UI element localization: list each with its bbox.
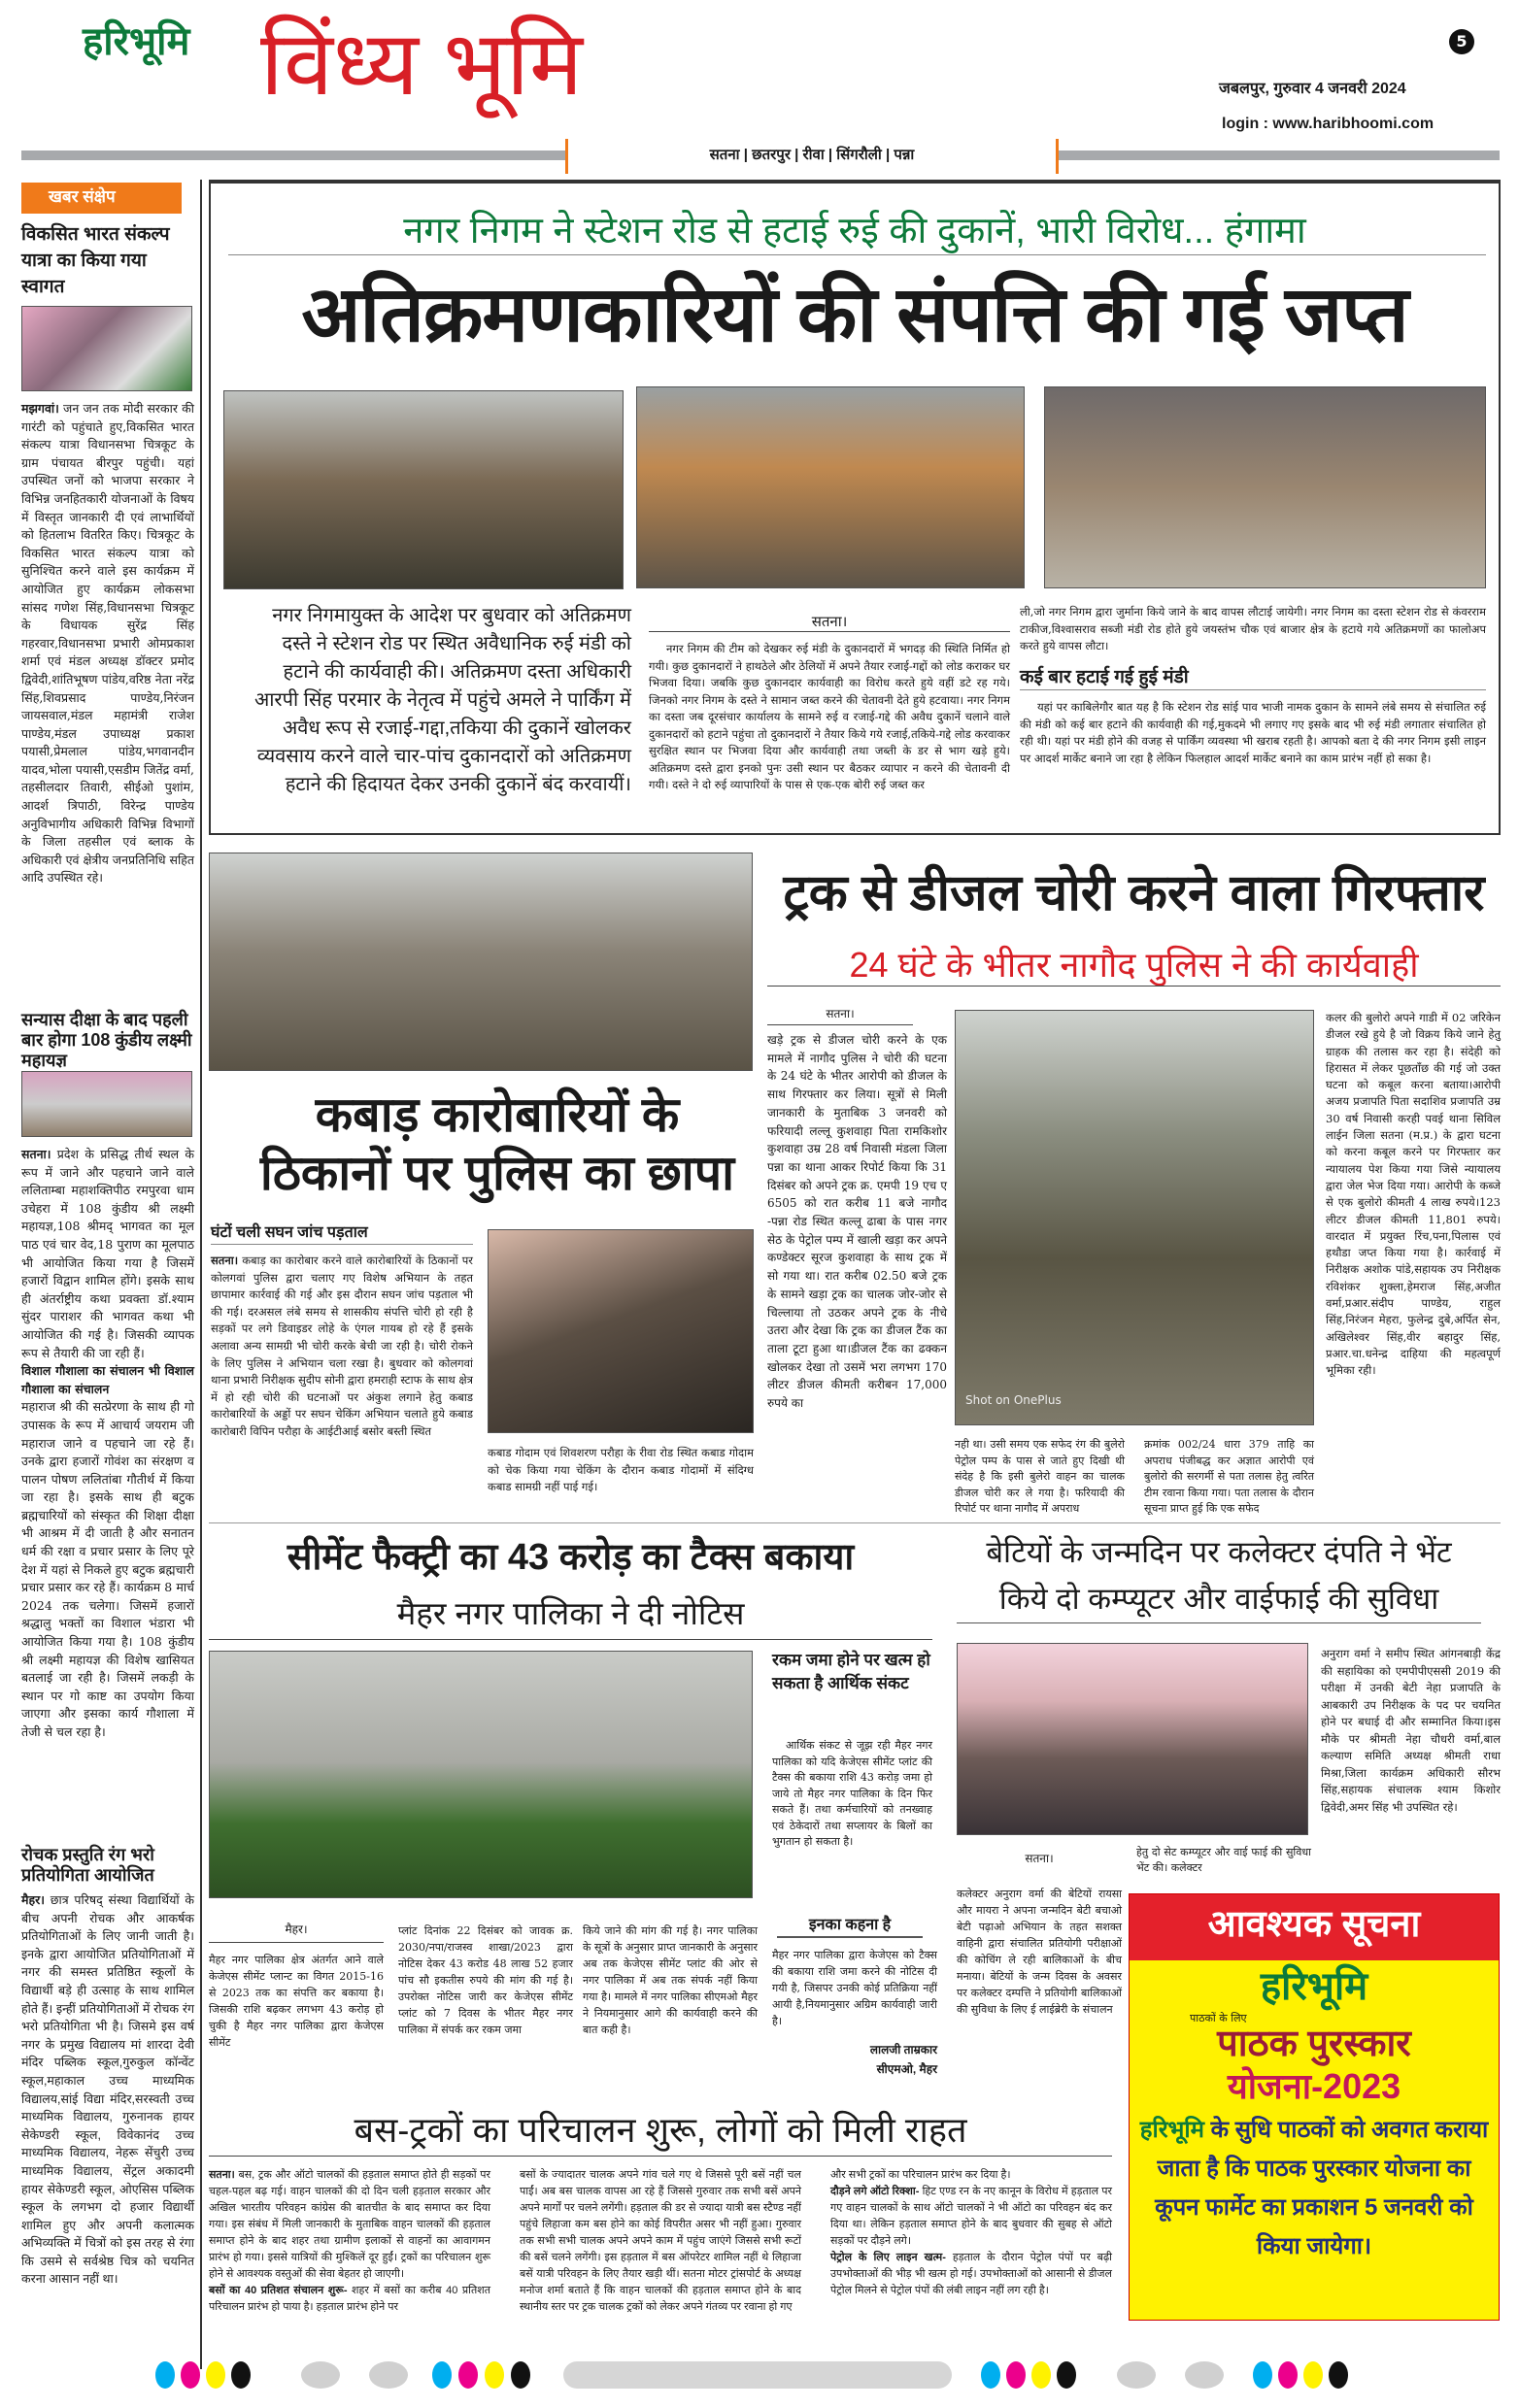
sidebar-story-body	[21, 400, 194, 887]
divider	[209, 1942, 384, 1943]
reg-dot	[1031, 2361, 1051, 2389]
dateline: सतना।	[1025, 1852, 1054, 1865]
subheading: पेट्रोल के लिए लाइन खत्म-	[830, 2252, 946, 2263]
sidebar-story-body	[21, 1146, 194, 1742]
story-text: शहर में बसों का करीब 40 प्रतिशत परिचालन प्रारंभ हो पाया है। हड़ताल प्रारंभ होने पर	[209, 2285, 491, 2313]
divider	[228, 254, 1486, 255]
kabad-subheading: घंटों चली सघन जांच पड़ताल	[211, 1225, 473, 1245]
cement-headline: सीमेंट फैक्ट्री का 43 करोड़ का टैक्स बकाया	[287, 1537, 855, 1578]
reg-dot	[1185, 2361, 1224, 2389]
sidebar-headline: सन्यास दीक्षा के बाद पहली बार होगा 108 कुंडीय लक्ष्मी महायज्ञ	[21, 1010, 192, 1070]
headline-line: बेटियों के जन्मदिन पर कलेक्टर दंपति ने भेंट	[986, 1535, 1452, 1569]
reg-dot	[301, 2361, 340, 2389]
cement-side-heading: रकम जमा होने पर खत्म हो सकता है आर्थिक संकट	[772, 1651, 930, 1692]
story-text: हड़ताल के दौरान पेट्रोल पंपों पर बढ़ी उपभोक्ताओं की भीड़ भी खत्म हो गई। उपभोक्ताओं को आसानी से डीजल पेट्रोल मिलने से पेट्रोल पंपों की लंबी लाइन नहीं लग रही है।	[830, 2252, 1112, 2296]
ad-haribhoomi-logo: हरिभूमि	[1260, 1965, 1368, 2008]
story-text: महाराज श्री की सत्प्रेरणा के साथ ही गो उपासक के रूप में आचार्य जयराम जी महाराज जाने व पहचाने जा रहे हैं। उनके द्वारा हजारों गोवंश का संरक्षण व पालन पोषण ललितांबा गौतीर्थ में किया जा रहा है। इसके साथ ही बटुक ब्रह्मचारियों को संस्कृत की शिक्षा दीक्षा भी आश्रम में दी जाती है और सनातन धर्म की रक्षा व प्रचार प्रसार के लिए पूरे देश में यहां से निकले हुए बटुक ब्रह्मचारी प्रचार प्रसार कर रहे हैं। कार्यक्रम 8 मार्च 2024 तक चलेगा। जिसमें हजारों श्रद्धालु भक्तों का विशाल भंडारा भी आयोजित किया गया है। 108 कुंडीय श्री लक्ष्मी महायज्ञ की विशेष खासियत बतलाई जा रही है। जिसमें लकड़ी के स्थान पर गो काष्ट का उपयोग किया जाएगा और इसका कार्य गौशाला में तेजी से चल रहा है।	[21, 1399, 194, 1739]
kabad-body	[211, 1253, 473, 1441]
ad-scheme-name: पाठक पुरस्कार	[1217, 2023, 1411, 2064]
dateline: मैहर।	[21, 1893, 45, 1907]
bus-body	[830, 2167, 1112, 2299]
reg-dot	[485, 2361, 504, 2389]
kabad-photo-scrapyard	[209, 853, 753, 1071]
diesel-photo-arrest	[955, 1010, 1314, 1425]
reg-bar	[563, 2361, 952, 2389]
dateline: सतना।	[811, 614, 848, 630]
cement-photo-factory	[209, 1651, 753, 1898]
cement-body: किये जाने की मांग की गई है। नगर पालिका के सूत्रों के अनुसार प्राप्त जानकारी के अनुसार अब तक केजेएस सीमेंट प्लांट की ओर से नगर पालिका में अब तक संपर्क नहीं किया गया है। मामले में नगर पालिका सीएमओ मैहर ने नियमानुसार आगे की कार्यवाही करने की बात कही है।	[583, 1924, 758, 2036]
reg-dot	[1253, 2361, 1272, 2389]
story-text: छात्र परिषद् संस्था विद्यार्थियों के बीच अपनी रोचक और आकर्षक प्रतियोगिताओं के लिए जानी जाती है। इनके द्वारा आयोजित प्रतियोगिताओं में नगर की समस्त प्रतिष्ठित स्कूलों के विद्यार्थी बड़े ही उत्साह के साथ शामिल होते हैं। इन्हीं प्रतियोगिताओं में रोचक रंग भरो प्रतियोगिता भी है। जिसमे इस वर्ष नगर के प्रमुख विद्यालय मां शारदा देवी मंदिर पब्लिक स्कूल,गुरुकुल कॉन्वेंट स्कूल,महाकाल उच्च माध्यमिक विद्यालय,सांई विद्या मंदिर,सरस्वती उच्च माध्यमिक विद्यालय, गुरुनानक हायर सेकेण्डरी स्कूल, विवेकानंद उच्च माध्यमिक विद्यालय, नेहरू सेंचुरी उच्च माध्यमिक विद्यालय, सेंट्रल अकादमी हायर सेकेण्डरी स्कूल, ओएसिस पब्लिक स्कूल के लगभग दो हजार विद्यार्थी शामिल हुए और अपनी कलात्मक अभिव्यक्ति में चित्रों को इस तरह से रंगा कि उसमे से सर्वश्रेष्ठ चित्र को चयनित करना आसान नहीं था।	[21, 1893, 194, 2287]
diesel-subheading: 24 घंटे के भीतर नागौद पुलिस ने की कार्यवाही	[849, 945, 1419, 985]
lead-photo-removal	[1044, 386, 1486, 588]
subheading: दौड़ने लगे ऑटो रिक्शा-	[830, 2186, 920, 2197]
login-url[interactable]: login : www.haribhoomi.com	[1222, 116, 1435, 132]
lead-body: नगर निगम की टीम को देखकर रुई मंडी के दुकानदारों में भगदड़ की स्थिति निर्मित हो गयी। कुछ दुकानदारों ने हाथठेले और ठेलियों में अपने तैयार रजाई-गद्दों को लोड कराकर घर भिजवा दिया। जबकि कुछ दुकानदार कार्यवाही का विरोध करते हुये वहीं डटे रह गये। जिनको नगर निगम के दस्ते ने सामान जब्त करने की चेतावनी देते हुये हटवाया। नगर निगम का दस्ता जब दूरसंचार कार्यालय के सामने रुई व रजाई-गद्दे की अवैध दुकानें चलाने वाले दुकानदारों को हटाने पहुंचा तो दुकानदारों ने तैयार किये गये रजाई,तकिये-गद्दे लोड करवाकर सुरक्षित स्थान पर भिजवा दिया और कार्यवाही तथा जब्ती के डर से भाग खड़े हुये। अतिक्रमण दस्ते द्वारा इनको पुनः उसी स्थान पर बैठकर व्यापार न करने की चेतावनी दी गयी। दस्ते ने दो रुई व्यापारियों के पास से एक-एक बोरी रुई जब्त कर	[649, 642, 1010, 791]
dateline: मैहर।	[285, 1923, 308, 1936]
sidebar-photo-event	[21, 306, 192, 391]
reg-dot	[1278, 2361, 1298, 2389]
reg-dot	[1057, 2361, 1076, 2389]
reg-dot	[432, 2361, 452, 2389]
collector-caption: हेतु दो सेट कम्प्यूटर और वाई फाई की सुविधा भेंट की। कलेक्टर	[1136, 1846, 1311, 1874]
subheading: बसों का 40 प्रतिशत संचालन शुरू-	[209, 2285, 348, 2296]
sidebar-divider	[200, 180, 202, 2369]
divider	[209, 2156, 1112, 2157]
ad-notice-text	[1130, 2105, 1499, 2266]
sidebar-photo-cows	[21, 1071, 192, 1137]
reg-dot	[369, 2361, 408, 2389]
issue-date: जबलपुर, गुरुवार 4 जनवरी 2024	[1219, 81, 1406, 97]
reg-dot	[155, 2361, 175, 2389]
bus-body	[209, 2167, 490, 2316]
collector-headline	[937, 1529, 1501, 1623]
reg-dot	[206, 2361, 225, 2389]
dateline: सतना।	[209, 2169, 235, 2181]
sidebar-headline: रोचक प्रस्तुति रंग भरो प्रतियोगिता आयोजित	[21, 1845, 154, 1885]
diesel-body: क्रमांक 002/24 धारा 379 ताहि का अपराध पंजीबद्ध कर अज्ञात आरोपी एवं बुलोरो की सरगर्मी से पता तलास हेतु त्वरित टीम रवाना किया गया। पता तलास के दौरान सूचना प्राप्त हुई कि एक सफेद	[1144, 1438, 1314, 1515]
dateline: सतना।	[211, 1254, 239, 1267]
kabad-photo-caption: कबाड गोदाम एवं शिवशरण परौहा के रीवा रोड स्थित कबाड गोदाम को चेक किया गया चेकिंग के दौरान कबाड गोदामों में संदिग्ध कबाड सामग्री नहीं पाई गई।	[488, 1446, 754, 1494]
lead-photo-officials	[223, 390, 624, 589]
ad-title: आवश्यक सूचना	[1130, 1894, 1499, 1960]
kabad-photo-police	[488, 1229, 754, 1433]
lead-photo-market	[636, 386, 1025, 588]
haribhoomi-logo: हरिभूमि	[83, 20, 190, 63]
reg-dot	[458, 2361, 478, 2389]
collector-body: अनुराग वर्मा ने समीप स्थित आंगनबाड़ी केंद्र की सहायिका को एमपीपीएससी 2019 की परीक्षा में उनकी बेटी नेहा प्रजापति के आबकारी उप निरीक्षक के पद पर चयनित होने पर बधाई दी और सम्मानित किया।इस मौके पर श्रीमती नेहा चौधरी वर्मा,बाल कल्याण समिति अध्यक्ष श्रीमती राधा मिश्रा,जिला कार्यक्रम अधिकारी सौरभ सिंह,सहायक संचालक श्याम किशोर द्विवेदी,अमर सिंह भी उपस्थित रहे।	[1321, 1647, 1501, 1814]
dateline: सतना।	[826, 1007, 855, 1020]
story-text: कबाड़ का कारोबार करने वाले कारोबारियों के ठिकानों पर कोलगवां पुलिस द्वारा चलाए गए विशेष अभियान के तहत छापामार कार्रवाई की गई और इस दौरान सघन जांच पड़ताल भी की गई। दरअसल लंबे समय से शासकीय संपत्ति चोरी हो रही है सड़कों पर लगे डिवाइडर लोहे के एंगल गायब हो रहे हैं इसके अलावा अन्य सामग्री भी चोरी करके बेची जा रही है। चोरी रोकने के लिए पुलिस ने अभियान चला रखा है। बुधवार को कोलगवां थाना प्रभारी निरीक्षक सुदीप सोनी द्वारा हमराही स्टाफ के साथ क्षेत्र में हो रही चोरी की घटनाओं पर अंकुश लगाने हेतु कबाड कारोबारियों के अड्डों पर सघन चेकिंग अभियान चलाते हुये कबाड कारोबारी विपिन परौहा के आईटीआई बसोर बस्ती स्थित	[211, 1254, 473, 1438]
reg-dot	[1006, 2361, 1026, 2389]
kabad-headline: कबाड़ कारोबारियों के ठिकानों पर पुलिस का छापा	[259, 1087, 735, 1200]
lead-subheading: कई बार हटाई गई हुई मंडी	[1020, 668, 1486, 690]
bus-body: बसों के ज्यादातर चालक अपने गांव चले गए थे जिससे पूरी बसें नहीं चल पाईं। अब बस चालक वापस आ रहे हैं जिससे गुरुवार तक सभी बसें अपने अपने मार्गों पर चलने लगेंगी। हड़ताल की डर से ज्यादा यात्री बस स्टैण्ड नहीं पहुंचे लिहाजा कम बस होने का कोई विपरीत असर भी नहीं हुआ। गुरुवार तक सभी सभी चालक अपने अपने काम में पहुंच जाएंगे जिससे सभी रूटों की बसें चलने लगेंगी। इस हड़ताल में बस ऑपरेटर शामिल नहीं थे लिहाजा बसें यात्री परिवहन के लिए तैयार खड़ी थीं। सतना मोटर ट्रांसपोर्ट के अध्यक्ष मनोज शर्मा बताते हैं कि वाहन चालकों की हड़ताल समाप्त होने के बाद स्थानीय स्तर पर ट्रक चालक ट्रकों को लेकर अपने गंतव्य पर रवाना हो गए	[520, 2169, 801, 2313]
subheading: विशाल गौशाला का संचालन भी विशाल गौशाला का संचालन	[21, 1363, 194, 1396]
story-text: और सभी ट्रकों का परिचालन प्रारंभ कर दिया है।	[830, 2169, 1011, 2181]
collector-body: कलेक्टर अनुराग वर्मा की बेटियों रायसा और मायरा ने अपना जन्मदिन बेटी बचाओ बेटी पढ़ाओ अभियान के तहत सशक्त वाहिनी द्वारा संचालित प्रतियोगी परीक्षाओं की कोचिंग ले रही बालिकाओं के बीच मनाया। बेटियों के जन्म दिवस के अवसर पर कलेक्टर दम्पत्ति ने प्रतियोगी बालिकाओं की सुविधा के लिए ई लाईब्रेरी के संचालन	[957, 1888, 1122, 2016]
reg-dot	[1329, 2361, 1348, 2389]
diesel-headline: ट्रक से डीजल चोरी करने वाला गिरफ्तार	[783, 865, 1485, 921]
story-text: जन जन तक मोदी सरकार की गारंटी को पहुंचाते हुए,विकसित भारत संकल्प यात्रा विधानसभा चित्रकूट के ग्राम पंचायत बीरपुर पहुंची। यहां उपस्थित जनों को भाजपा सरकार ने विभिन्न जनहितकारी योजनाओं के विषय में विस्तृत जानकारी दी एवं लाभार्थियों को हितलाभ वितरित किए। चित्रकूट के विकसित भारत संकल्प यात्रा को सुनिश्चित करने वाले इस कार्यक्रम में आयोजित हुए कार्यक्रम लोकसभा सांसद गणेश सिंह,विधानसभा चित्रकूट के विधायक सुरेंद्र सिंह गहरवार,विधानसभा प्रभारी ओमप्रकाश शर्मा एवं मंडल अध्यक्ष डॉक्टर प्रमोद द्विवेदी,शांतिभूषण पांडेय,वरिष्ठ नेता नरेंद्र सिंह,शिवप्रसाद पाण्डेय,निरंजन जायसवाल,मंडल महामंत्री राजेश पाण्डेय,मंडल उपाध्यक्ष प्रकाश पयासी,प्रेमलाल पांडेय,भगवानदीन यादव,भोला पयासी,एसडीम जितेंद्र वर्मा, तहसीलदार तिवारी, सीईओ पुशांम, आदर्श त्रिपाठी, विरेन्द्र पाण्डेय अनुविभागीय अधिकारी विभिन्न विभागों के जिला तहसील एवं ब्लाक के अधिकारी एवं क्षेत्रीय जनप्रतिनिधि सहित आदि उपस्थित रहे।	[21, 401, 195, 886]
reg-dot	[181, 2361, 200, 2389]
district-list: सतना | छतरपुर | रीवा | सिंगरौली | पन्ना	[709, 147, 915, 163]
ad-brand: हरिभूमि	[1139, 2116, 1204, 2143]
page-number-badge: 5	[1449, 29, 1474, 54]
ad-for-readers: पाठकों के लिए	[1190, 2012, 1247, 2024]
collector-photo-group	[957, 1643, 1308, 1835]
cement-subheading: मैहर नगर पालिका ने दी नोटिस	[396, 1595, 745, 1631]
dateline: मझगवां।	[21, 401, 59, 416]
story-text: हिट एण्ड रन के नए कानून के विरोध में हड़ताल पर गए वाहन चालकों के साथ ऑटो चालकों ने भी ऑटो का परिवहन बंद कर दिया था। लेकिन हड़ताल समाप्त होने के बाद बुधवार की सुबह से ऑटो सड़कों पर दौड़ने लगे।	[830, 2186, 1112, 2247]
headline-line: किये दो कम्प्यूटर और वाईफाई की सुविधा	[957, 1576, 1481, 1623]
divider	[767, 986, 1501, 987]
quote-author: लालजी ताम्रकार	[869, 2043, 937, 2057]
quote-text: मैहर नगर पालिका द्वारा केजेएस को टैक्स की बकाया राशि जमा करने की नोटिस दी गयी है, जिसपर उनकी कोई प्रतिक्रिया नहीं आयी है,नियमानुसार अग्रिम कार्यवाही जारी है।	[772, 1949, 937, 2027]
reg-dot	[1303, 2361, 1323, 2389]
section-label: खबर संक्षेप	[21, 183, 182, 214]
reg-dot	[981, 2361, 1000, 2389]
lead-headline: अतिक्रमणकारियों की संपत्ति की गई जप्त	[301, 271, 1408, 357]
photo-watermark: Shot on OnePlus	[965, 1393, 1062, 1407]
diesel-body: नही था। उसी समय एक सफेद रंग की बुलेरो पेट्रोल पम्प के पास से जाते हुए दिखी थी संदेह है कि इसी बुलेरो वाहन का चालक डीजल चोरी कर ले गया है। फरियादी की रिपोर्ट पर थाना नागौद में अपराध	[955, 1438, 1125, 1515]
story-text: प्रदेश के प्रसिद्ध तीर्थ स्थल के रूप में जाने और पहचाने जाने वाले ललिताम्बा महाशक्तिपीठ रमपुरवा धाम उचेहरा में 108 कुंडीय श्री लक्ष्मी महायज्ञ,108 श्रीमद् भागवत का मूल पाठ एवं चार वेद,18 पुराण का मूलपाठ भी आयोजित किया गया है जिसमें हजारों विद्वान शामिल होंगे। इसके साथ ही अंतर्राष्ट्रीय कथा प्रवक्ता डॉ.श्याम सुंदर पाराशर की भागवत कथा भी आयोजित की गई है। जिसकी व्यापक रूप से तैयारी की जा रही हैं।	[21, 1147, 194, 1360]
bus-headline: बस-ट्रकों का परिचालन शुरू, लोगों को मिली राहत	[354, 2110, 967, 2150]
notice-ad	[1129, 1893, 1500, 2321]
lead-intro: नगर निगमायुक्त के आदेश पर बुधवार को अतिक्रमण दस्ते ने स्टेशन रोड पर स्थित अवैधानिक रुई मंडी को हटाने की कार्यवाही की। अतिक्रमण दस्ता अधिकारी आरपी सिंह परमार के नेतृत्व में पहुंचे अमले ने पार्किंग में अवैध रूप से रजाई-गद्दा,तकिया की दुकानें खोलकर व्यवसाय करने वाले चार-पांच दुकानदारों को अतिक्रमण हटाने की हिदायत देकर उनकी दुकानें बंद करवायीं।	[253, 605, 631, 795]
divider	[767, 1024, 913, 1025]
divider	[649, 631, 1010, 632]
sidebar-headline: विकसित भारत संकल्प यात्रा का किया गया स्वागत	[21, 224, 170, 297]
diesel-body: कलर की बुलोरो अपने गाडी में 02 जरिकेन डीजल रखे हुये है जो विक्रय किये जाने हेतु ग्राहक की तलास कर रहा है। संदेही को हिरासत में लेकर पूछताँछ की गई जो उक्त घटना को कबूल करना बताया।आरोपी अजय प्रजापति पिता सदाशिव प्रजापति उम्र 30 वर्ष निवासी करही पवई थाना सिविल लाईन जिला सतना (म.प्र.) के द्वारा घटना को करना कबूल करने पर गिरफ्तार कर न्यायालय पेश किया गया जिसे न्यायालय द्वारा जेल भेज दिया गया। आरोपी के कब्जे से एक बुलोरो कीमती 4 लाख रुपये।123 लीटर डीजल कीमती 11,801 रुपये। वारदात में प्रयुक्त रिंच,पना,पिलास एवं हथौडा जप्त किया गया है। कार्रवाई में निरीक्षक अशोक पांडे,सहायक उप निरीक्षक रविशंकर शुक्ला,हेमराज सिंह,अजीत वर्मा,प्रआर.संदीप पाण्डेय, राहुल सिंह,निरंजन मेहरा, फुलेन्द्र दुबे,अर्पित सेन, अखिलेश्वर सिंह,वीर बहादुर सिंह, प्रआर.चा.धनेन्द्र दाहिया की महत्वपूर्ण भूमिका रही।	[1326, 1011, 1501, 1378]
reg-dot	[231, 2361, 251, 2389]
quote-heading: इनका कहना है	[777, 1918, 923, 1938]
reg-dot	[511, 2361, 530, 2389]
dateline: सतना।	[21, 1147, 51, 1161]
reg-dot	[1117, 2361, 1156, 2389]
divider	[209, 1522, 1501, 1523]
cement-body: प्लांट दिनांक 22 दिसंबर को जावक क्र. 2030/नपा/राजस्व शाखा/2023 द्वारा नोटिस देकर 43 करोड 48 लाख 52 हजार पांच सौ इकतीस रुपये की मांग की गई है। उपरोक्त नोटिस जारी कर केजेएस सीमेंट प्लांट को 7 दिवस के भीतर मैहर नगर पालिका में संपर्क कर रकम जमा	[398, 1924, 573, 2036]
cement-body: मैहर नगर पालिका क्षेत्र अंतर्गत आने वाले केजेएस सीमेंट प्लान्ट का विगत 2015-16 से 2023 तक का संपत्ति कर बकाया है। जिसकी राशि बढ़कर लगभग 43 करोड़ हो चुकी है मैहर नगर पालिका द्वारा केजेएस सीमेंट	[209, 1954, 384, 2049]
divider	[209, 1639, 932, 1640]
lead-body-continued: ली,जो नगर निगम द्वारा जुर्माना किये जाने के बाद वापस लौटाई जायेगी। नगर निगम का दस्ता स्टेशन रोड से कंवरराम टाकीज,विश्वासराव सब्जी मंडी रोड होते हुये जयस्तंभ चौक एवं बाजार क्षेत्र के हटाये गये अतिक्रमणों का फालोअप करते हुये वापस लौटा।	[1020, 605, 1486, 652]
story-text: बस, ट्रक और ऑटो चालकों की हड़ताल समाप्त होते ही सड़कों पर चहल-पहल बढ़ गई। वाहन चालकों की दो दिन चली हड़ताल सरकार और अखिल भारतीय परिवहन कांग्रेस की बातचीत के बाद समाप्त कर दिया गया। इस संबंध में मिली जानकारी के मुताबिक वाहन चालकों की हड़ताल समाप्त होने के बाद शहर तथा ग्रामीण इलाकों से वाहनों का आवागमन प्रारंभ हो गया। इससे यात्रियों की मुश्किलें दूर हुईं। ट्रकों का परिचालन शुरू होने से आवश्यक वस्तुओं की सेवा बेहतर हो जाएगी।	[209, 2169, 490, 2280]
lead-kicker: नगर निगम ने स्टेशन रोड से हटाई रुई की दुकानें, भारी विरोध... हंगामा	[403, 211, 1306, 251]
section-title: विंध्य भूमि	[260, 15, 584, 114]
ad-scheme-year: योजना-2023	[1227, 2065, 1401, 2106]
cement-side-body: आर्थिक संकट से जूझ रही मैहर नगर पालिका को यदि केजेएस सीमेंट प्लांट की टैक्स की बकाया राशि 43 करोड़ जमा हो जाये तो मैहर नगर पालिका के दिन फिर सकते हैं। तथा कर्मचारियों को तनख्वाह एवं ठेकेदारों तथा सप्लायर के बिलों का भुगतान हो सकता है।	[772, 1739, 932, 1848]
diesel-body: खड़े ट्रक से डीजल चोरी करने के एक मामले में नागौद पुलिस ने चोरी की घटना के 24 घंटे के भीतर आरोपी को डीजल के साथ गिरफ्तार कर लिया। सूत्रों से मिली जानकारी के मुताबिक 3 जनवरी को फरियादी लल्लू कुशवाहा पिता रामकिशोर कुशवाहा उम्र 28 वर्ष निवासी मंडला जिला पन्ना का थाना आकर रिपोर्ट किया कि 31 दिसंबर को अपने ट्रक क्र. एमपी 19 एच ए 6505 को रात करीब 11 बजे नागौद -पन्ना रोड स्थित कल्लू ढाबा के पास नगर सेठ के पेट्रोल पम्प में खाली खड़ा कर अपने कण्डेक्टर सूरज कुशवाहा के साथ ट्रक में सो गया था। रात करीब 02.50 बजे ट्रक के सामने खड़ा ट्रक का चालक जोर-जोर से चिल्लाया तो उठकर अपने ट्रक के नीचे उतरा और देखा कि ट्रक का डीजल टैंक का ताला टूटा हुआ था।डीजल टैंक का ढक्कन खोलकर देखा तो उसमें भरा लगभग 170 लीटर डीजल कीमती करीबन 17,000 रुपये का	[767, 1033, 947, 1411]
sidebar-story-body	[21, 1891, 194, 2289]
ad-notice: के सुधि पाठकों को अवगत कराया जाता है कि पाठक पुरस्कार योजना का कूपन फार्मेट का प्रकाशन 5 जनवरी को किया जायेगा।	[1155, 2116, 1489, 2259]
lead-body-2: यहां पर काबिलेगौर बात यह है कि स्टेशन रोड सांई पाव भाजी नामक दुकान के सामने लंबे समय से संचालित रुई की मंडी को कई बार हटाने की कार्यवाही की गई,मुकदमे भी लगाए गए इसके बाद भी रुई मंडी लगातार संचालित हो रही थी। यहां पर मंडी होने की वजह से पार्किंग व्यवस्था भी खराब रहती है। आपको बता दे की नगर निगम इसी लाइन पर आदर्श मार्केट बनाने जा रहा है लेकिन फिलहाल आदर्श मार्केट बनाने का काम प्रारंभ नहीं हो सका है।	[1020, 700, 1486, 765]
quote-author-title: सीएमओ, मैहर	[876, 2062, 937, 2076]
